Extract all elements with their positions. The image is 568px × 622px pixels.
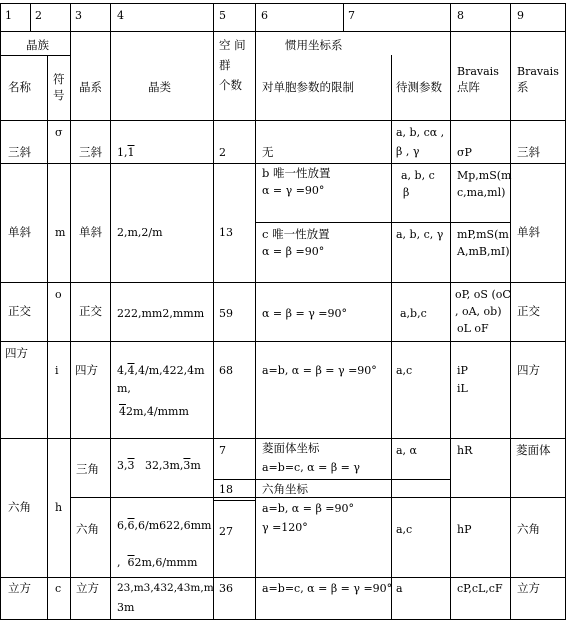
tetragonal-symbol: i: [55, 364, 59, 377]
orthorhombic-lattice-3: oL oF: [457, 322, 489, 335]
hexagonal-count: 27: [219, 525, 233, 538]
monoclinic-c-axis-title: c 唯一性放置: [262, 227, 330, 241]
trigonal-restriction: a=b=c, α = β = γ: [262, 461, 360, 474]
orthorhombic-symbol: o: [55, 288, 62, 301]
orthorhombic-count: 59: [219, 307, 233, 320]
tetragonal-class-2: m,: [117, 382, 131, 395]
header-space-group-2: 群: [219, 58, 231, 72]
cubic-count: 36: [219, 582, 233, 595]
header-bravais-system-2: 系: [517, 80, 529, 94]
monoclinic-b-axis-cond: α = γ =90°: [262, 184, 325, 197]
triclinic-lattice: σP: [457, 146, 472, 159]
hexagonal-restriction-title: 六角坐标: [262, 482, 308, 496]
hexagonal-count-18: 18: [219, 483, 233, 496]
cubic-restriction: a=b=c, α = β = γ =90°: [262, 582, 393, 595]
header-symbol-2: 号: [53, 88, 65, 102]
trigonal-class: [117, 458, 201, 473]
trigonal-count: 7: [219, 444, 226, 457]
col-number-3: 3: [75, 9, 82, 22]
orthorhombic-restriction: α = β = γ =90°: [262, 307, 347, 320]
triclinic-restriction: 无: [262, 145, 274, 159]
hexagonal-lattice: hP: [457, 523, 472, 536]
orthorhombic-params: a,b,c: [400, 307, 427, 320]
orthorhombic-family: 正交: [8, 304, 31, 318]
orthorhombic-bravais-system: 正交: [517, 304, 540, 318]
tetragonal-class-1b: ,4/m,422,4m: [134, 364, 205, 377]
trigonal-class-b: 32,3m,: [145, 459, 184, 472]
hexagonal-class-2bar: 6: [127, 556, 135, 569]
hexagonal-class-1a: 6,: [117, 519, 128, 532]
hexagonal-symbol: h: [55, 501, 63, 514]
header-crystal-class: 晶类: [148, 80, 171, 94]
header-restrictions: 对单胞参数的限制: [262, 80, 354, 94]
monoclinic-b-params-1: a, b, c: [401, 169, 435, 182]
hexagonal-class-2b: 2m,6/mmm: [134, 556, 198, 569]
tetragonal-class-1a: 4,: [117, 364, 128, 377]
trigonal-class-bar2: 3: [183, 459, 191, 472]
tetragonal-class-1bar: 4: [127, 364, 135, 377]
orthorhombic-system: 正交: [79, 304, 102, 318]
trigonal-bravais-system: 菱面体: [516, 443, 551, 457]
hexagonal-system: 六角: [76, 522, 99, 536]
monoclinic-c-lattice-1: mP,mS(m: [457, 228, 509, 241]
monoclinic-class: 2,m,2/m: [117, 226, 163, 239]
triclinic-symbol: σ: [55, 126, 63, 139]
triclinic-params-2: β , γ: [396, 145, 420, 158]
hexagonal-family: 六角: [8, 500, 31, 514]
triclinic-class: [117, 145, 135, 160]
col-number-4: 4: [117, 9, 124, 22]
col-number-5: 5: [219, 9, 226, 22]
monoclinic-c-params: a, b, c, γ: [396, 228, 444, 241]
triclinic-class-prefix: 1,: [117, 146, 128, 159]
triclinic-system: 三斜: [79, 145, 102, 159]
triclinic-params-1: a, b, cα ,: [396, 126, 445, 139]
hexagonal-class-2a: ,: [117, 556, 121, 569]
col-number-7: 7: [348, 9, 355, 22]
trigonal-class-a: 3,: [117, 459, 128, 472]
cubic-family: 立方: [8, 581, 31, 595]
monoclinic-b-axis-title: b 唯一性放置: [262, 166, 331, 180]
cubic-params: a: [396, 582, 403, 595]
header-symbol-1: 符: [53, 72, 65, 86]
monoclinic-b-lattice-2: c,ma,ml): [457, 186, 506, 199]
header-space-group-3: 个数: [219, 78, 242, 92]
triclinic-family: 三斜: [8, 145, 31, 159]
orthorhombic-lattice-1: oP, oS (oC: [455, 288, 511, 301]
tetragonal-class-3bar: 4: [119, 405, 126, 418]
header-crystal-family: 晶族: [26, 38, 49, 52]
header-bravais-lattice-1: Bravais: [457, 65, 499, 78]
col-number-8: 8: [457, 9, 464, 22]
hexagonal-class-1b: ,6/m622,6mm: [134, 519, 212, 532]
triclinic-class-bar: 1: [127, 146, 135, 159]
cubic-lattice: cP,cL,cF: [457, 582, 503, 595]
orthorhombic-class: 222,mm2,mmm: [117, 307, 205, 320]
tetragonal-class-3: 2m,4/mmm: [126, 405, 189, 418]
cubic-symbol: c: [55, 582, 62, 595]
triclinic-bravais-system: 三斜: [517, 145, 540, 159]
col-number-1: 1: [5, 9, 12, 22]
monoclinic-system: 单斜: [79, 225, 102, 239]
monoclinic-count: 13: [219, 226, 233, 239]
trigonal-system: 三角: [76, 462, 99, 476]
monoclinic-symbol: m: [55, 226, 66, 239]
triclinic-count: 2: [219, 146, 226, 159]
tetragonal-restriction: a=b, α = β = γ =90°: [262, 364, 377, 377]
tetragonal-params: a,c: [396, 364, 413, 377]
header-name: 名称: [8, 80, 31, 94]
hexagonal-class-1bar: 6: [127, 519, 135, 532]
tetragonal-class-line-3: [119, 404, 189, 419]
col-number-6: 6: [261, 9, 268, 22]
hexagonal-params: a,c: [396, 523, 413, 536]
tetragonal-lattice-2: iL: [457, 382, 468, 395]
hexagonal-restriction-1: a=b, α = β =90°: [262, 502, 355, 515]
hexagonal-bravais-system: 六角: [517, 522, 540, 536]
tetragonal-system: 四方: [75, 363, 98, 377]
cubic-system: 立方: [76, 581, 99, 595]
header-params-to-measure: 待测参数: [396, 80, 442, 94]
header-conventional-coords: 惯用坐标系: [285, 38, 343, 52]
trigonal-restriction-title: 菱面体坐标: [262, 441, 320, 455]
hexagonal-restriction-2: γ =120°: [262, 521, 308, 534]
cubic-class-1: 23,m3,432,43m,m: [117, 582, 214, 594]
tetragonal-class-line-1: [117, 363, 205, 378]
tetragonal-count: 68: [219, 364, 233, 377]
hexagonal-class-line-1: [117, 518, 211, 533]
header-bravais-system-1: Bravais: [517, 65, 559, 78]
trigonal-class-c: m: [190, 459, 201, 472]
monoclinic-c-axis-cond: α = β =90°: [262, 245, 325, 258]
tetragonal-bravais-system: 四方: [517, 363, 540, 377]
col-number-9: 9: [517, 9, 524, 22]
monoclinic-c-lattice-2: A,mB,mI): [457, 245, 510, 258]
trigonal-class-bar1: 3: [127, 459, 135, 472]
monoclinic-bravais-system: 单斜: [517, 225, 540, 239]
trigonal-lattice: hR: [457, 444, 473, 457]
trigonal-params: a, α: [396, 444, 417, 457]
monoclinic-family: 单斜: [8, 225, 31, 239]
tetragonal-family: 四方: [5, 346, 28, 360]
hexagonal-class-line-2: [117, 555, 197, 570]
orthorhombic-lattice-2: , oA, ob): [455, 305, 502, 318]
monoclinic-b-params-2: β: [403, 186, 410, 199]
cubic-class-2: 3m: [117, 601, 135, 614]
col-number-2: 2: [35, 9, 42, 22]
header-space-group-1: 空 间: [219, 38, 246, 52]
header-crystal-system: 晶系: [79, 80, 102, 94]
monoclinic-b-lattice-1: Mp,mS(m: [457, 169, 512, 182]
cubic-bravais-system: 立方: [517, 581, 540, 595]
tetragonal-lattice-1: iP: [457, 364, 468, 377]
header-bravais-lattice-2: 点阵: [457, 80, 480, 94]
